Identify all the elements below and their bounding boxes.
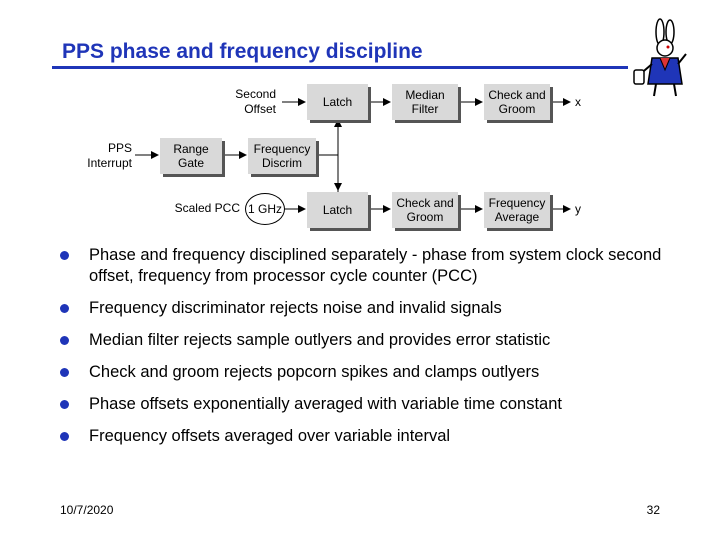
bullet-text: Frequency discriminator rejects noise and invalid signals (89, 299, 502, 317)
frequency-discrim-block: Frequency Discrim (248, 138, 316, 174)
output-x-label: x (575, 95, 581, 109)
bullet-list (60, 245, 680, 458)
check-groom-top-block: Check and Groom (484, 84, 550, 120)
bullet-dot-icon (60, 400, 69, 409)
bullet-item (60, 394, 680, 415)
bullet-text: Phase and frequency disciplined separately - phase from system clock second offset, frequency from processor cycle counter (PCC) (89, 246, 662, 285)
frequency-average-block: Frequency Average (484, 192, 550, 228)
bullet-item (60, 245, 680, 287)
bullet-item (60, 426, 680, 447)
range-gate-block: Range Gate (160, 138, 222, 174)
bullet-item (60, 362, 680, 383)
bullet-dot-icon (60, 432, 69, 441)
check-groom-bottom-block: Check and Groom (392, 192, 458, 228)
median-filter-block: Median Filter (392, 84, 458, 120)
bullet-item (60, 298, 680, 319)
second-offset-label: Second Offset (235, 87, 276, 116)
bullet-dot-icon (60, 251, 69, 260)
output-y-label: y (575, 202, 581, 216)
bullet-text: Phase offsets exponentially averaged with variable time constant (89, 395, 562, 413)
bullet-dot-icon (60, 336, 69, 345)
bullet-dot-icon (60, 368, 69, 377)
page-number: 32 (646, 503, 660, 517)
scaled-pcc-label: Scaled PCC (174, 201, 240, 215)
latch-bottom-block: Latch (307, 192, 368, 228)
bullet-item (60, 330, 680, 351)
bullet-dot-icon (60, 304, 69, 313)
footer-date: 10/7/2020 (60, 503, 114, 517)
bullet-text: Frequency offsets averaged over variable interval (89, 427, 451, 445)
ghz-clock-node: 1 GHz (245, 193, 285, 225)
latch-top-block: Latch (307, 84, 368, 120)
pps-interrupt-label: PPS Interrupt (87, 141, 132, 170)
bullet-text: Check and groom rejects popcorn spikes and clamps outlyers (89, 363, 540, 381)
slide-title: PPS phase and frequency discipline (62, 40, 423, 63)
block-diagram (0, 0, 720, 240)
bullet-text: Median filter rejects sample outlyers and provides error statistic (89, 331, 551, 349)
